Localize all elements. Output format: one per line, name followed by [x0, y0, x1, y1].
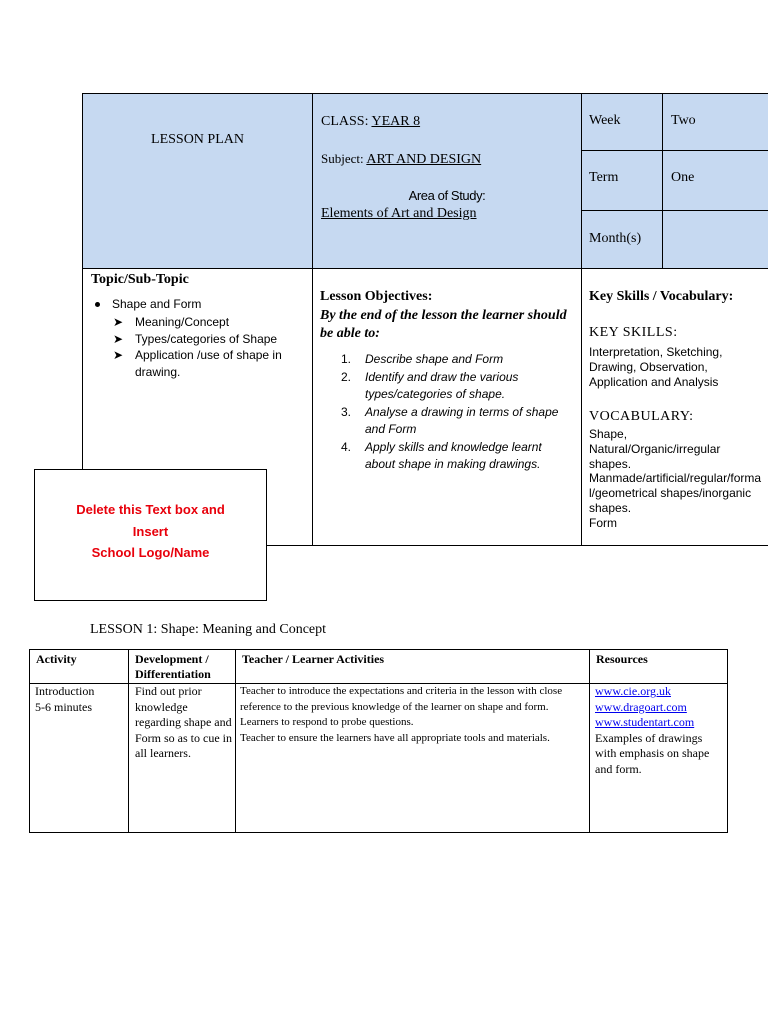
week-value: Two: [671, 113, 696, 128]
month-label: Month(s): [589, 231, 642, 246]
lesson1-title: LESSON 1: Shape: Meaning and Concept: [90, 622, 327, 637]
resource-link[interactable]: www.dragoart.com: [595, 699, 687, 714]
skills-title: Key Skills / Vocabulary:: [589, 289, 734, 304]
learner-activity: Learners to respond to probe questions.: [240, 716, 414, 728]
week-value-cell: [662, 93, 768, 150]
arrow-bullet-icon: ➤: [113, 348, 124, 362]
topic-bullet-item: [95, 297, 201, 311]
objective-item: 4. Apply skills and knowledge learnt about shape in making drawings.: [341, 440, 542, 471]
skills-cell: [581, 268, 768, 546]
bullet-dot: [95, 302, 100, 307]
lesson1-resources-cell: [589, 683, 728, 833]
development-text: Find out prior knowledge regarding shape and Form so as to cue in all learners.: [135, 684, 232, 760]
subject-value: ART AND DESIGN: [366, 152, 482, 167]
objective-item: 3. Analyse a drawing in terms of shape and Form: [341, 405, 559, 436]
subject-line: [321, 151, 481, 168]
arrow-bullet-icon: ➤: [113, 331, 124, 346]
lesson1-header-activity: Activity: [29, 649, 128, 683]
vocab-heading: VOCABULARY:: [589, 409, 694, 424]
objectives-cell: [312, 268, 581, 546]
area-label: Area of Study:: [408, 188, 486, 203]
term-label-cell: [581, 150, 662, 210]
objectives-title: Lesson Objectives:: [320, 289, 433, 304]
lesson1-activities-cell: [235, 683, 589, 833]
lesson1-header-resources: Resources: [589, 649, 728, 683]
topic-title: Topic/Sub-Topic: [91, 272, 189, 287]
area-value: Elements of Art and Design: [321, 206, 477, 221]
month-label-cell: [581, 210, 662, 268]
topic-sub-item: ➤ Application /use of shape in drawing.: [113, 348, 282, 379]
resources-text: Examples of drawings with emphasis on shape and form.: [595, 730, 710, 776]
month-value-cell: [662, 210, 768, 268]
lesson1-header-development: Development / Differentiation: [128, 649, 235, 683]
lesson1-development-cell: [128, 683, 235, 833]
vocab-list: Shape, Natural/Organic/irregular shapes. Manmade/artificial/regular/forma l/geometrical shapes/inorganic shapes. Form: [589, 427, 762, 530]
term-value: One: [671, 170, 695, 185]
activity-duration: 5-6 minutes: [35, 699, 92, 714]
logo-placeholder-textbox[interactable]: [34, 469, 267, 601]
objective-item: 2. Identify and draw the various types/categories of shape.: [341, 370, 519, 401]
resource-link[interactable]: www.cie.org.uk: [595, 684, 671, 698]
week-label: Week: [589, 113, 621, 128]
class-subject-cell: [312, 93, 581, 268]
topic-sub-list: [113, 314, 303, 380]
term-label: Term: [589, 170, 619, 185]
term-value-cell: [662, 150, 768, 210]
teacher-activity: Teacher to introduce the expectations and criteria in the lesson with close reference to the previous knowledge of the learner on shape and form.: [240, 685, 563, 713]
subject-label: Subject:: [321, 151, 364, 166]
resource-link[interactable]: www.studentart.com: [595, 715, 695, 729]
key-skills-text: Interpretation, Sketching, Drawing, Observation, Application and Analysis: [589, 345, 723, 389]
textbox-text: Delete this Text box and Insert School Logo/Name: [76, 502, 225, 560]
topic-sub-item: ➤ Meaning/Concept: [113, 315, 230, 329]
lesson1-header-activities: Teacher / Learner Activities: [235, 649, 589, 683]
topic-bullet-text: Shape and Form: [112, 297, 202, 311]
topic-sub-item: ➤ Types/categories of Shape: [113, 331, 278, 346]
lesson-plan-title-cell: [82, 93, 312, 268]
week-label-cell: [581, 93, 662, 150]
teacher-activity: Teacher to ensure the learners have all appropriate tools and materials.: [240, 731, 550, 744]
objective-item: 1. Describe shape and Form: [341, 352, 504, 366]
objectives-intro: By the end of the lesson the learner should be able to:: [320, 308, 567, 341]
class-line: [321, 114, 420, 130]
key-skills-heading: KEY SKILLS:: [589, 325, 678, 340]
class-value: YEAR 8: [371, 114, 421, 129]
arrow-bullet-icon: ➤: [113, 315, 124, 329]
objectives-list: [341, 351, 573, 473]
class-label: CLASS:: [321, 114, 369, 129]
lesson-plan-title: LESSON PLAN: [151, 132, 244, 147]
activity-name: Introduction: [35, 684, 95, 698]
lesson1-activity-cell: [29, 683, 128, 833]
